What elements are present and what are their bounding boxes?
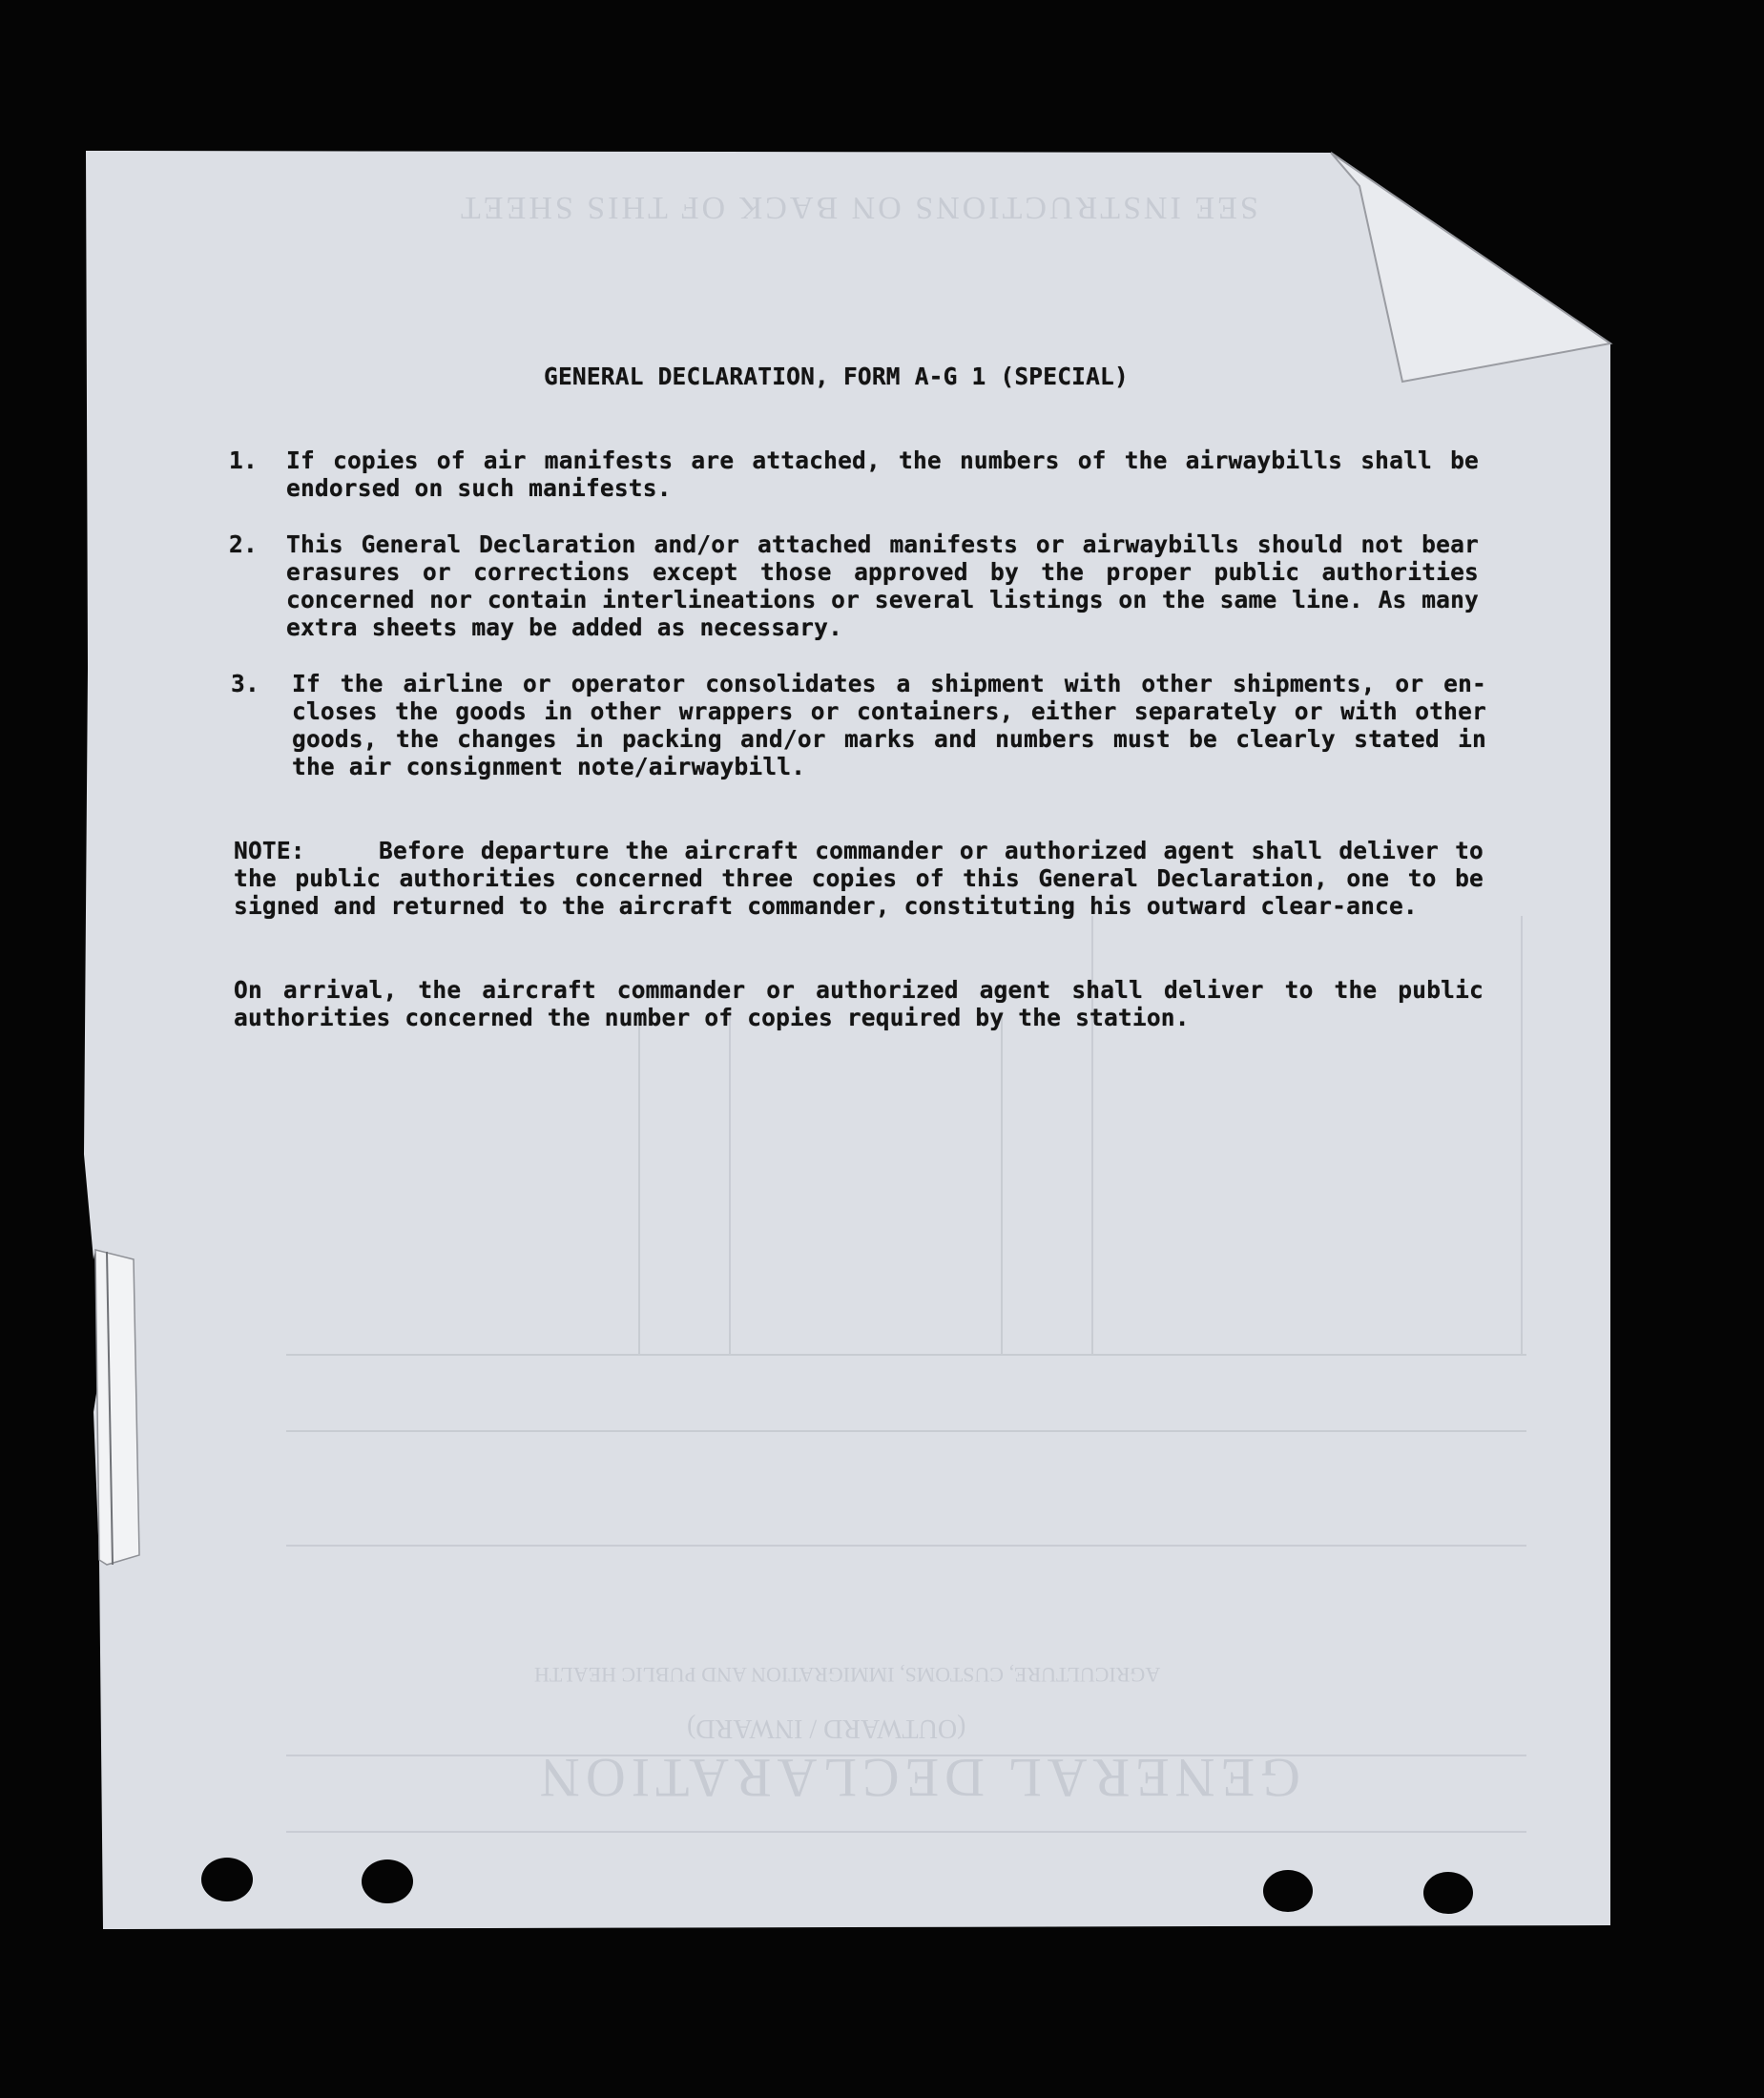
item-number-3: 3.: [231, 670, 259, 697]
item-text-2: This General Declaration and/or attached manifests or airwaybills should not bear erasures or corrections except those approved by the proper public authorities concerned nor contain interlineations or several listings on the same line. As many extra sheets may be added as necessary.: [286, 530, 1479, 641]
punch-hole-2: [362, 1859, 413, 1903]
punch-hole-3: [1263, 1870, 1313, 1912]
note-paragraph: [234, 837, 1484, 920]
punch-hole-1: [201, 1858, 253, 1901]
item-text-1: If copies of air manifests are attached, the numbers of the airwaybills shall be endorsed on such manifests.: [286, 447, 1479, 502]
arrival-paragraph: On arrival, the aircraft commander or authorized agent shall deliver to the public authorities concerned the number of copies required by the station.: [234, 976, 1484, 1031]
punch-hole-4: [1423, 1872, 1473, 1914]
bleed-through-bottom-heading: GENERAL DECLARATION: [534, 1747, 1300, 1809]
item-number-2: 2.: [229, 530, 258, 558]
item-number-1: 1.: [229, 447, 258, 474]
bleed-through-top-heading: SEE INSTRUCTIONS ON BACK OF THIS SHEET: [458, 190, 1258, 225]
bleed-through-bottom-agency: AGRICULTURE, CUSTOMS, IMMIGRATION AND PUBLIC HEALTH: [534, 1663, 1161, 1687]
form-title: GENERAL DECLARATION, FORM A-G 1 (SPECIAL): [544, 363, 1129, 390]
note-text: Before departure the aircraft commander or authorized agent shall deliver to the public authorities concerned three copies of this General Declaration, one to be signed and returned to the aircraft commander, constituting his outward clear-ance.: [234, 837, 1484, 920]
bleed-through-bottom-sub: (OUTWARD / INWARD): [687, 1714, 966, 1743]
item-text-3: If the airline or operator consolidates a shipment with other shipments, or en-closes the goods in other wrappers or containers, either separately or with other goods, the changes in packing and/or marks and numbers must be clearly stated in the air consignment note/airwaybill.: [292, 670, 1486, 780]
torn-edge: [95, 1250, 139, 1565]
note-label: NOTE:: [234, 837, 305, 864]
